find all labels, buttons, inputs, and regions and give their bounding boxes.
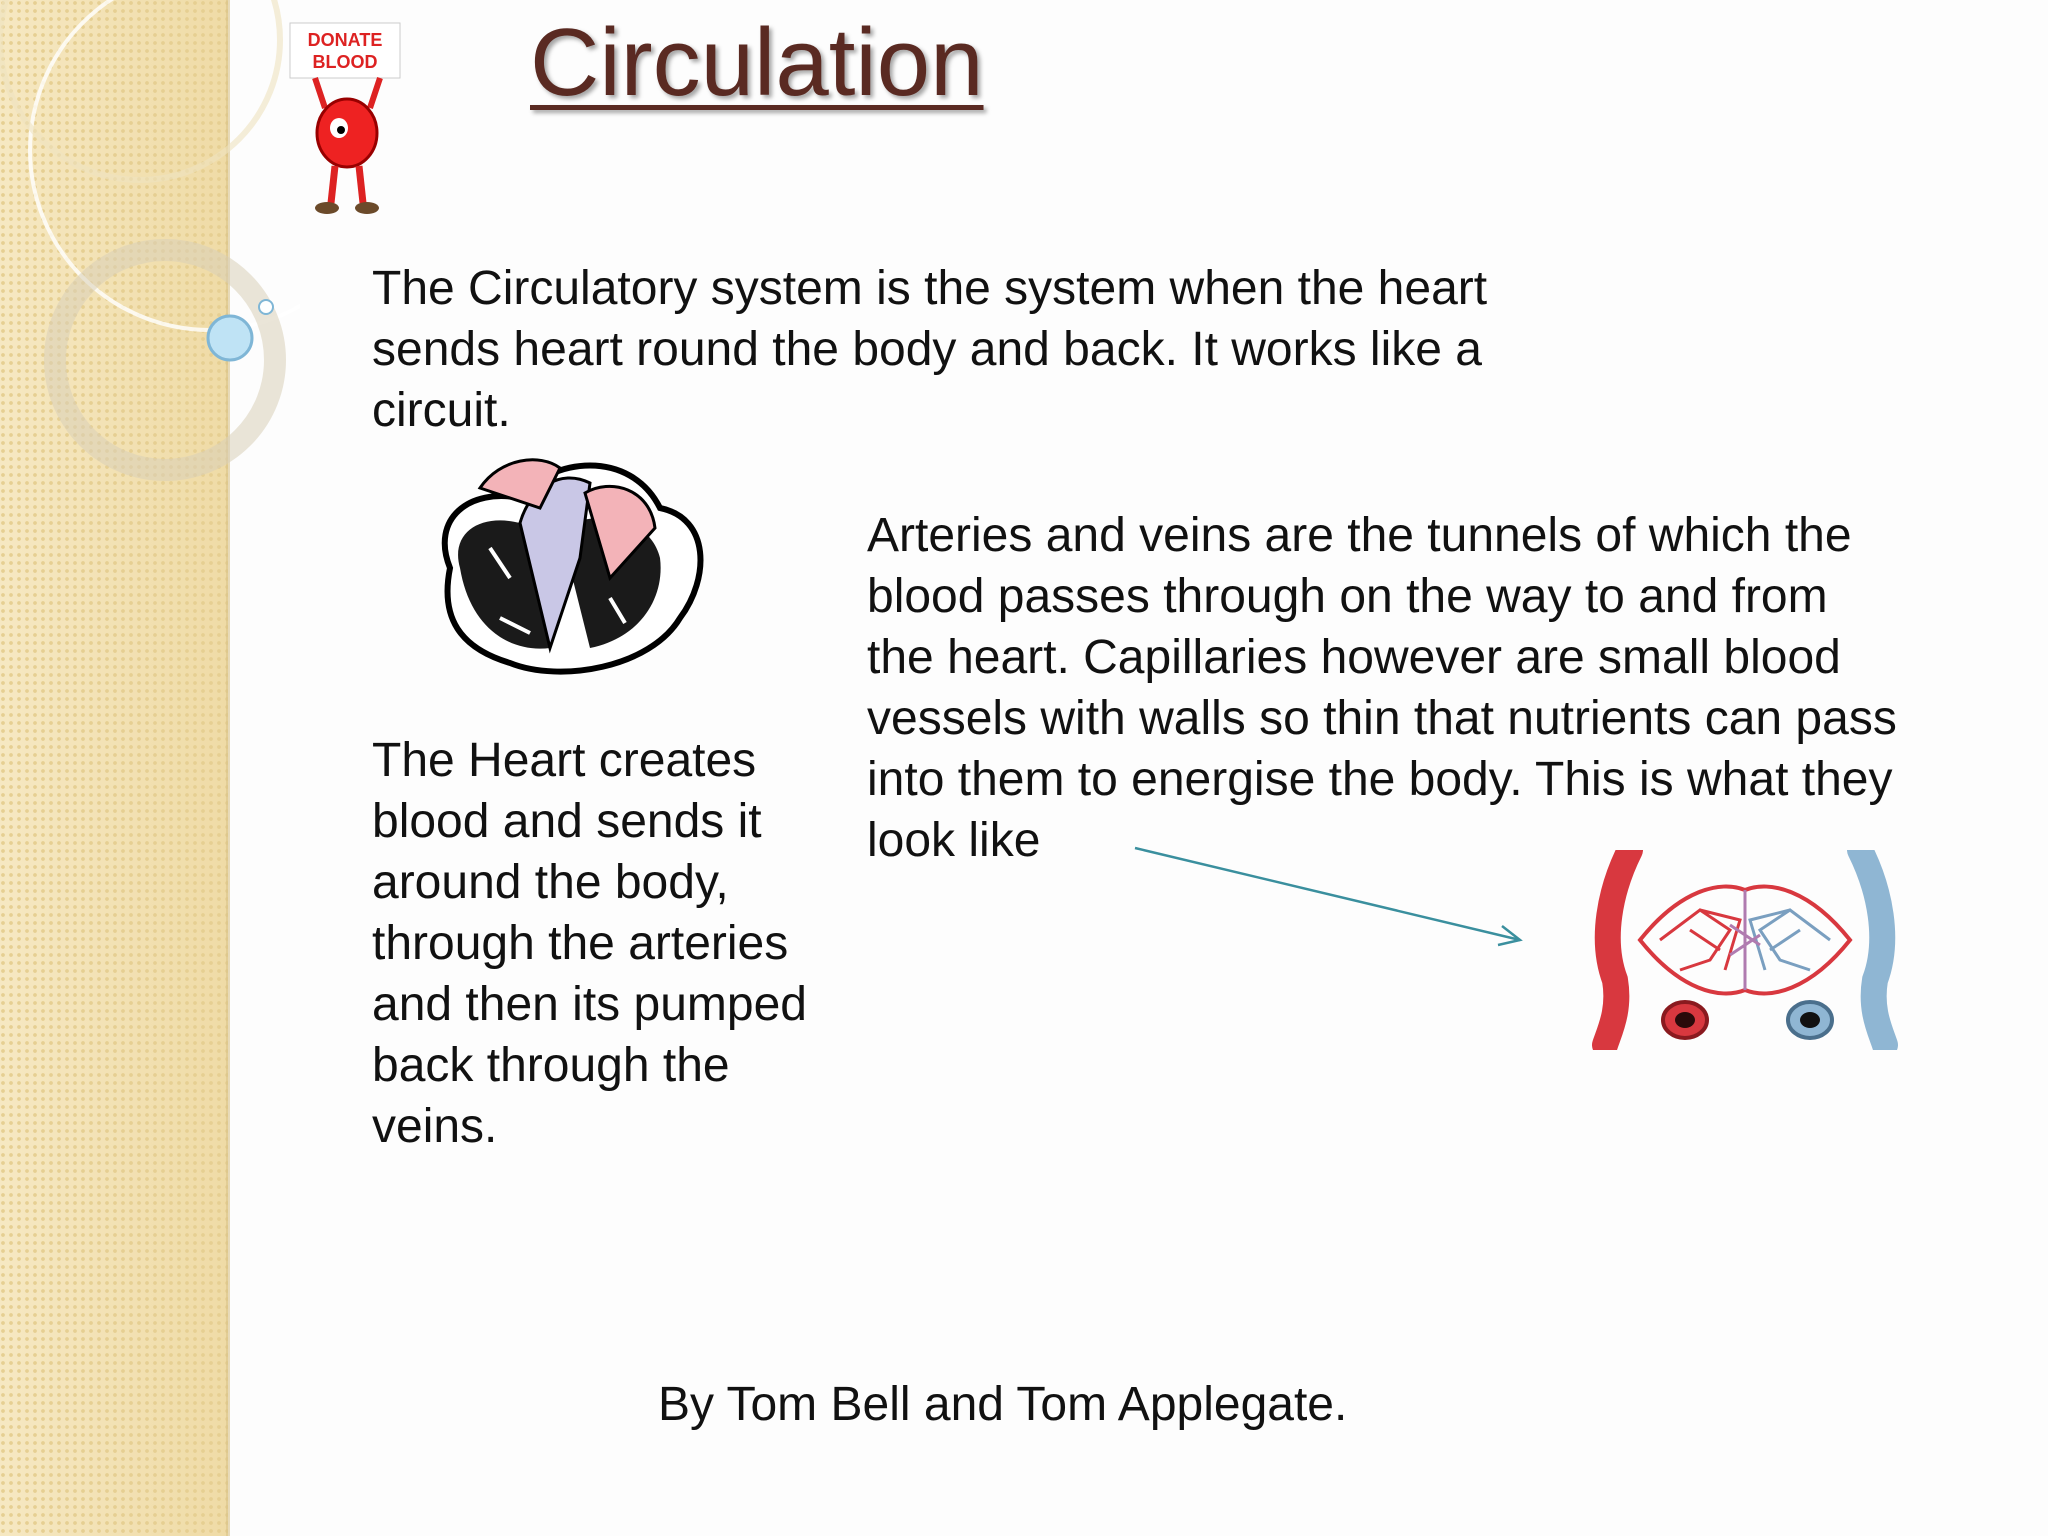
pointer-arrow — [1130, 840, 1530, 960]
vessels-paragraph: Arteries and veins are the tunnels of which the blood passes through on the way to and from the heart. Capillaries however are small blood vessels with walls so thin that nutrients can pass into them to energise the body. This is what they look like — [867, 509, 1897, 867]
capillary-network-image — [1590, 850, 1900, 1050]
heart-paragraph: The Heart creates blood and sends it around the body, through the arteries and then its pumped back through the veins. — [372, 734, 807, 1153]
slide-title: Circulation — [530, 9, 984, 116]
credits: By Tom Bell and Tom Applegate. — [658, 1378, 1348, 1431]
blood-drop-mascot-image — [285, 18, 410, 218]
decorative-rings — [0, 0, 300, 520]
svg-text:BLOOD: BLOOD — [312, 52, 378, 72]
intro-paragraph: The Circulatory system is the system when the heart sends heart round the body and back. It works like a circuit. — [372, 262, 1488, 437]
svg-text:DONATE: DONATE — [307, 30, 383, 50]
heart-diagram-image — [410, 448, 720, 688]
